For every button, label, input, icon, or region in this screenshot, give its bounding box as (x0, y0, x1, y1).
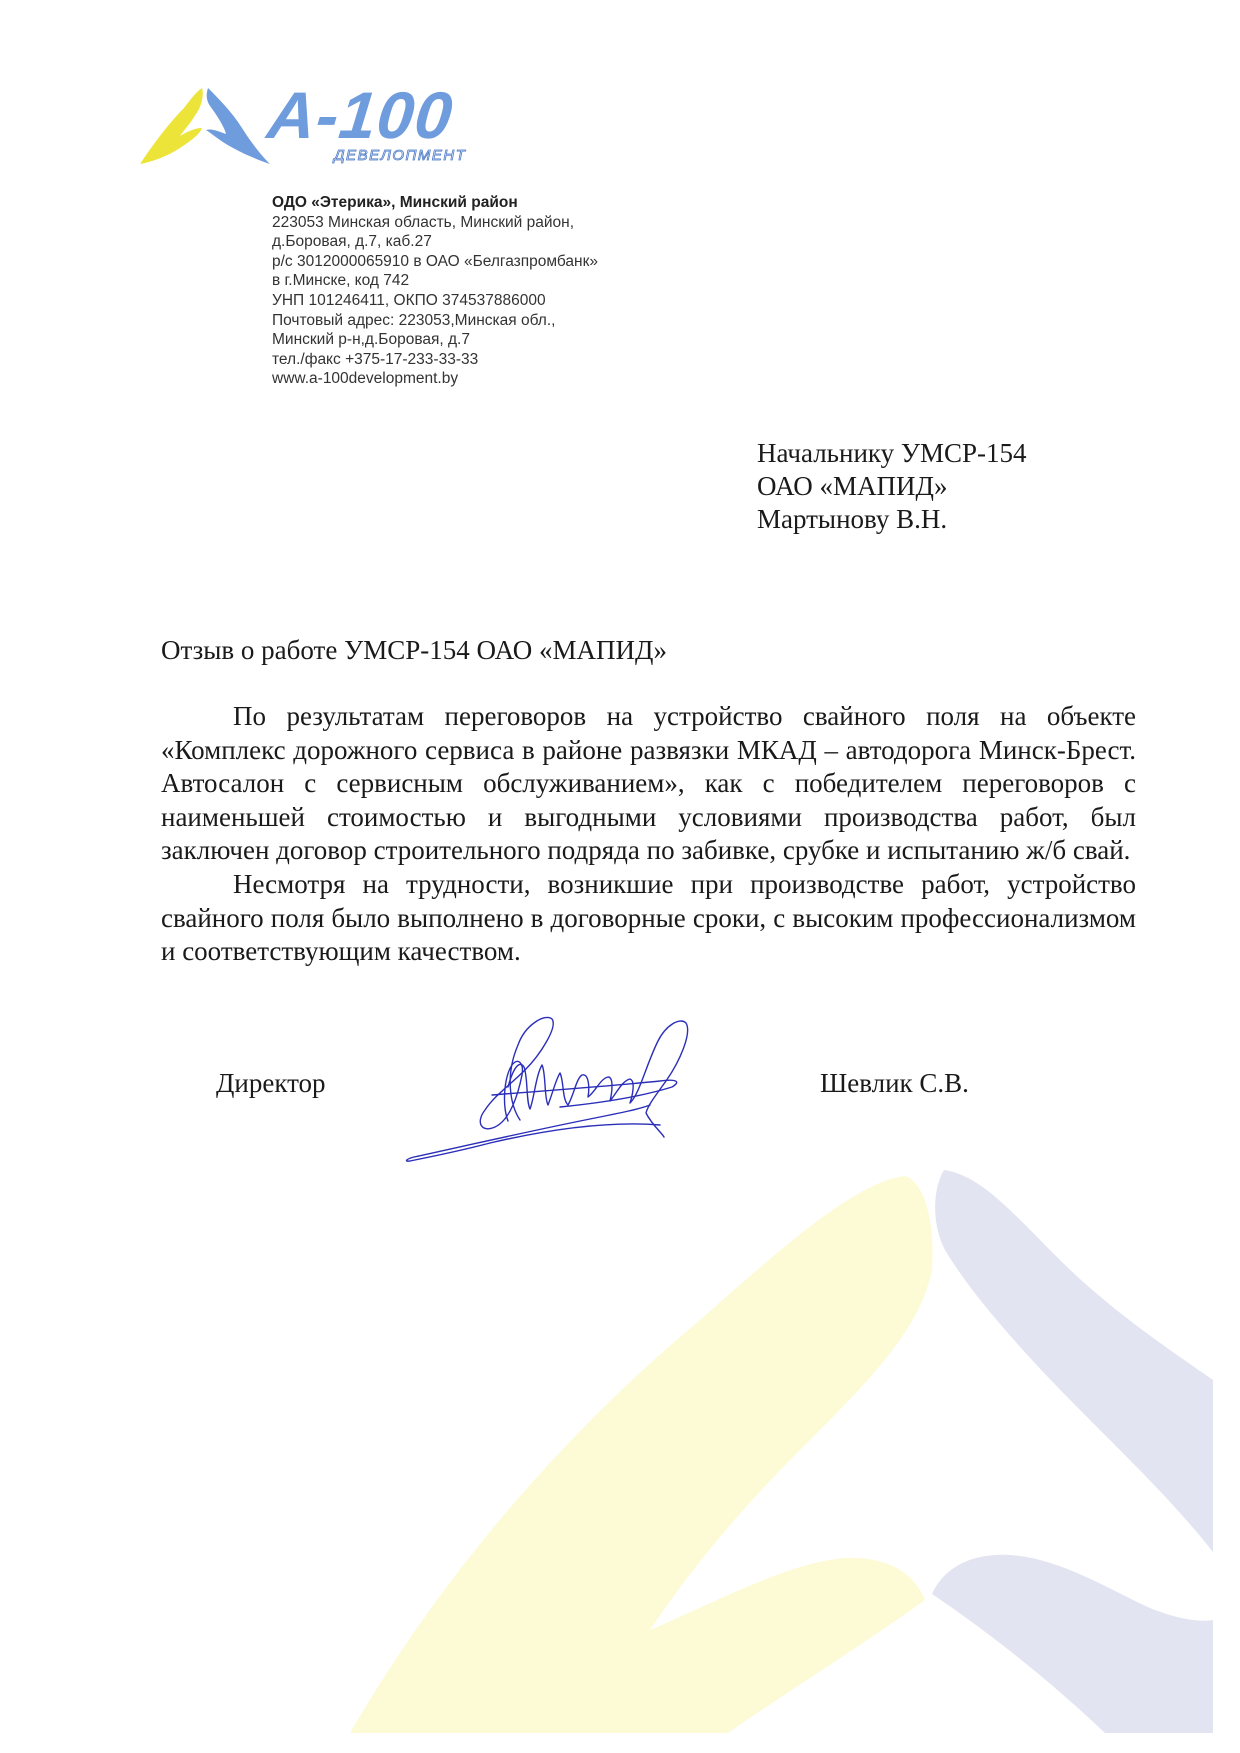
company-registration-ids: УНП 101246411, ОКПО 374537886000 (272, 291, 546, 309)
handwritten-signature (400, 1005, 710, 1170)
company-bank-account: р/с 3012000065910 в ОАО «Белгазпромбанк» (272, 252, 598, 270)
company-postal-address: Минский р-н,д.Боровая, д.7 (272, 331, 470, 349)
company-postal-address: Почтовый адрес: 223053,Минская обл., (272, 311, 556, 329)
company-bank-code: в г.Минске, код 742 (272, 272, 410, 290)
company-name: ОДО «Этерика», Минский район (272, 194, 518, 211)
letter-title: Отзыв о работе УМСР-154 ОАО «МАПИД» (161, 635, 667, 665)
addressee-organization: ОАО «МАПИД» (757, 471, 948, 501)
logo-blue-wing (206, 88, 270, 164)
company-logo-icon (132, 84, 277, 166)
signatory-name: Шевлик С.В. (820, 1068, 969, 1098)
signature-stroke (480, 1017, 553, 1128)
logo-yellow-wing (140, 88, 203, 164)
watermark-lavender-wing-lower (932, 1555, 1213, 1733)
letter-body (161, 700, 1136, 969)
body-paragraph: Несмотря на трудности, возникшие при производстве работ, устройство свайного поля было выполнено в договорные сроки, с высоким профессионализмом и соответствующим качеством. (161, 868, 1136, 967)
company-phone: тел./факс +375-17-233-33-33 (272, 350, 479, 368)
body-paragraph: По результатам переговоров на устройство свайного поля на объекте «Комплекс дорожного сервиса в районе развязки МКАД – автодорога Минск-Брест. Автосалон с сервисным обслуживанием», как с победителем переговоров с наименьшей стоимостью и выгодными условиями производства работ, был заключен договор строительного подряда по забивке, срубке и испытанию ж/б свай. (161, 701, 1136, 866)
signature-underline-stroke (407, 1105, 660, 1161)
watermark-lavender-wing-upper (935, 1170, 1213, 1552)
watermark-yellow-wing (350, 1176, 933, 1733)
addressee-block (757, 437, 1027, 536)
company-address-line: 223053 Минская область, Минский район, (272, 213, 575, 231)
addressee-position: Начальнику УМСР-154 (757, 438, 1027, 468)
company-address-line: д.Боровая, д.7, каб.27 (272, 233, 432, 251)
company-website: www.a-100development.by (272, 370, 459, 388)
logo-subtitle: ДЕВЕЛОПМЕНТ (334, 147, 467, 164)
logo-wordmark: A-100 (264, 78, 457, 152)
addressee-name: Мартынову В.Н. (757, 504, 948, 534)
company-details (272, 193, 598, 389)
signature-stroke (508, 1021, 688, 1137)
signatory-role: Директор (216, 1068, 326, 1098)
